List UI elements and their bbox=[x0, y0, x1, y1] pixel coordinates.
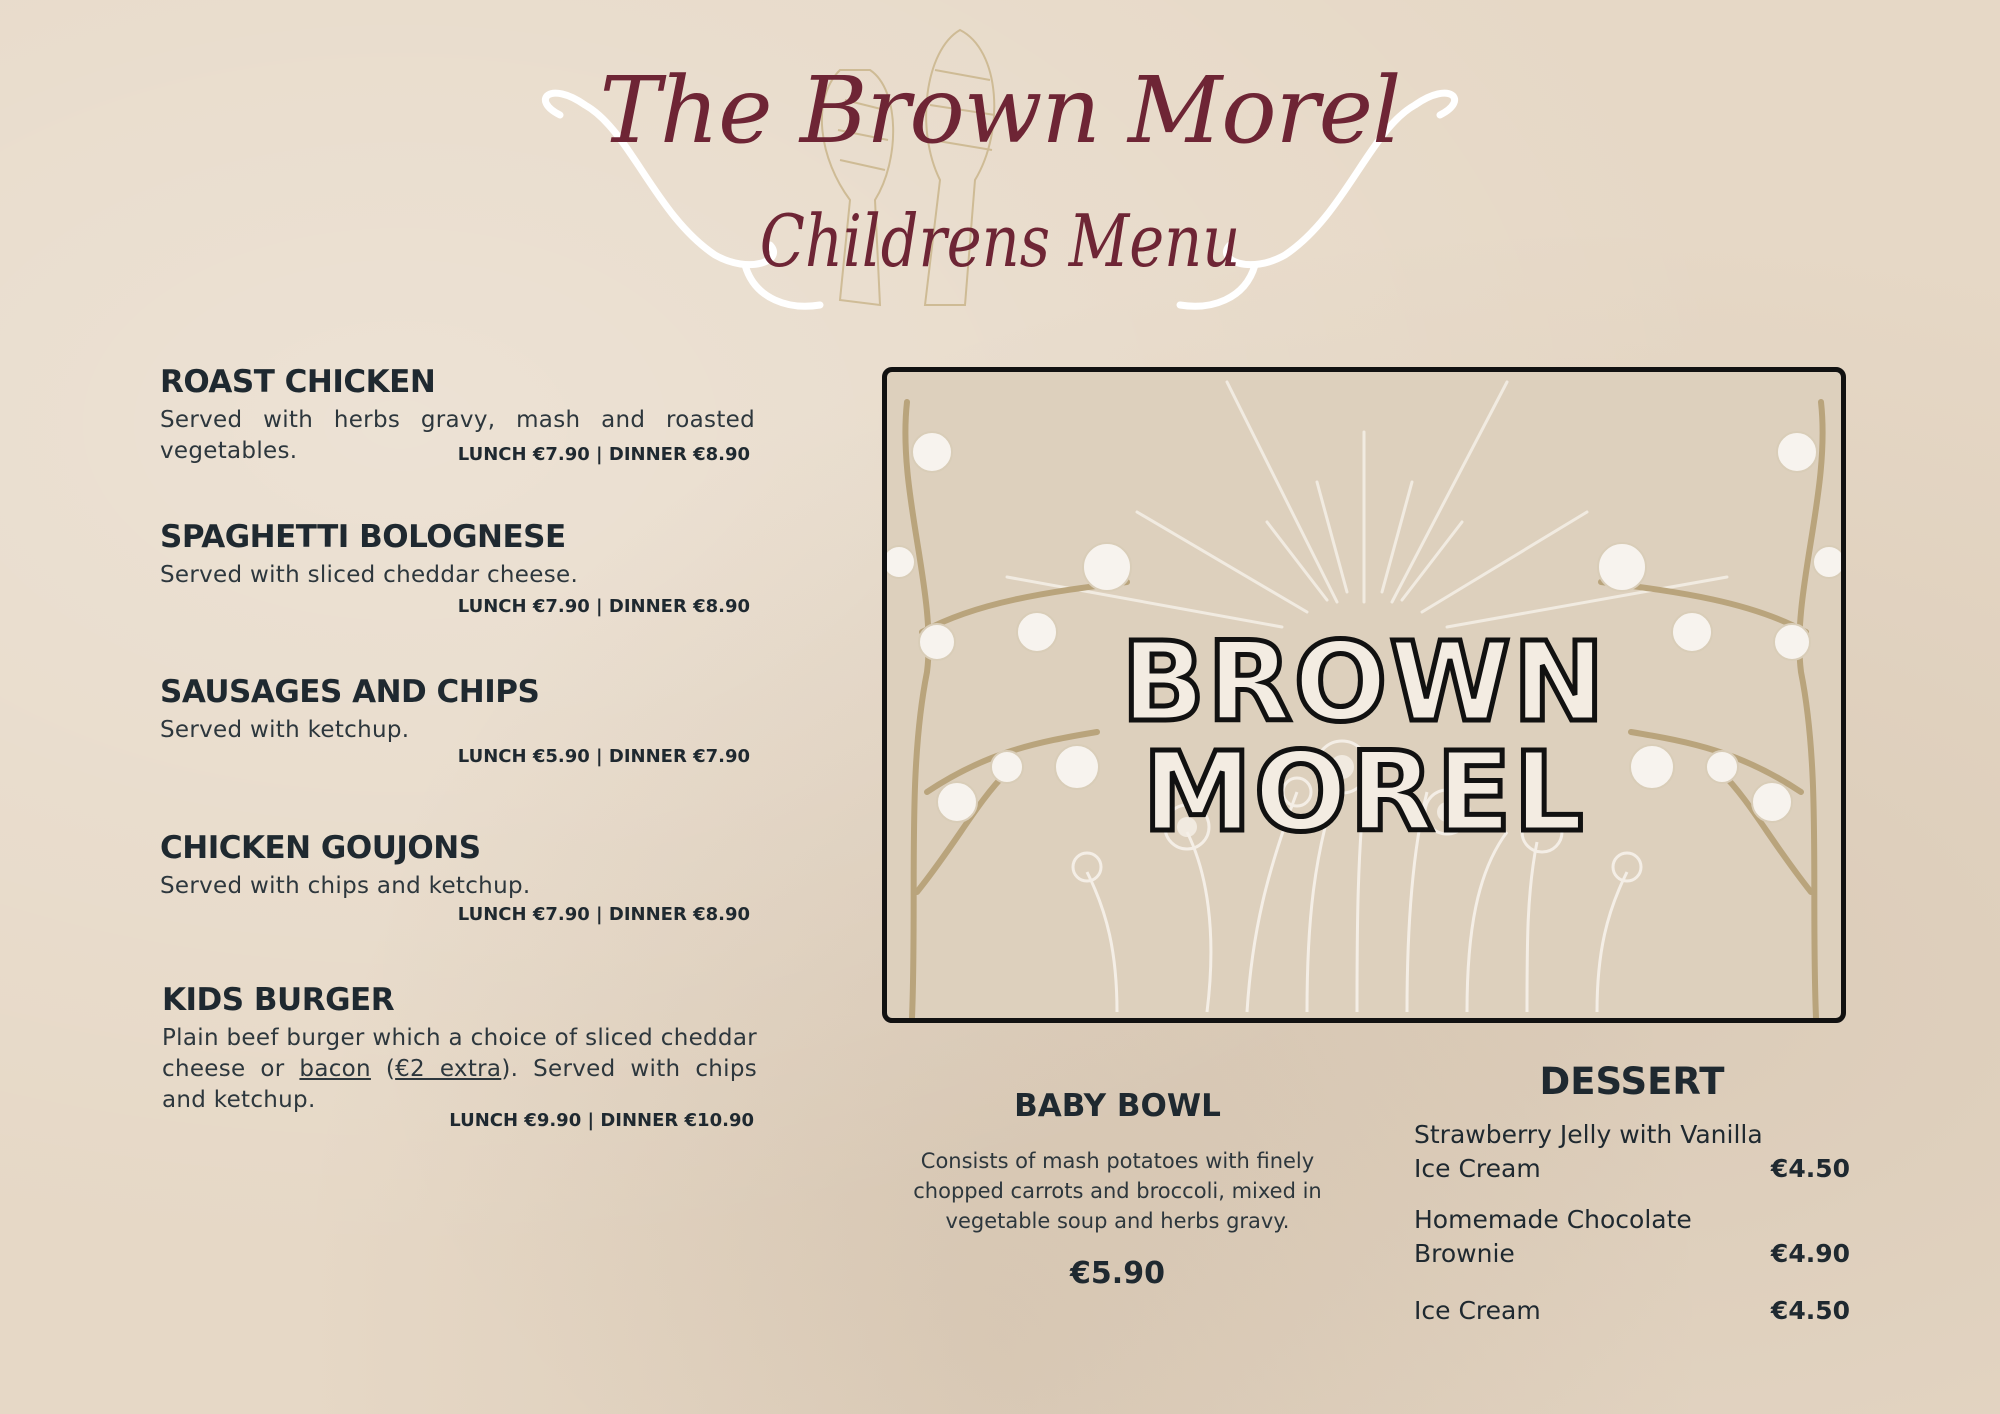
description-text: ( bbox=[370, 1056, 396, 1083]
dessert-title: DESSERT bbox=[1539, 1060, 1725, 1103]
baby-bowl-section bbox=[900, 1088, 1335, 1291]
item-price: LUNCH €9.90 | DINNER €10.90 bbox=[449, 1110, 754, 1131]
item-description: Served with sliced cheddar cheese. bbox=[160, 562, 579, 589]
menu-item-sausages-and-chips bbox=[160, 674, 755, 774]
baby-bowl-price: €5.90 bbox=[1070, 1256, 1165, 1291]
baby-bowl-title: BABY BOWL bbox=[1014, 1088, 1221, 1124]
dessert-name: Homemade Chocolate Brownie bbox=[1414, 1205, 1692, 1268]
menu-item-kids-burger bbox=[162, 982, 757, 1132]
item-price: LUNCH €7.90 | DINNER €8.90 bbox=[457, 444, 750, 465]
item-price: LUNCH €7.90 | DINNER €8.90 bbox=[457, 904, 750, 925]
dessert-price: €4.50 bbox=[1770, 1154, 1850, 1183]
brown-morel-banner bbox=[882, 367, 1846, 1023]
extra-charge-text: €2 extra bbox=[395, 1056, 502, 1083]
dessert-item bbox=[1414, 1203, 1850, 1271]
item-name: SAUSAGES AND CHIPS bbox=[160, 674, 540, 710]
dessert-price: €4.90 bbox=[1770, 1239, 1850, 1268]
item-price: LUNCH €5.90 | DINNER €7.90 bbox=[457, 746, 750, 767]
dessert-item bbox=[1414, 1118, 1850, 1186]
item-description: Served with herbs gravy, mash and roasted vegetables. bbox=[160, 407, 755, 465]
dessert-name: Ice Cream bbox=[1414, 1296, 1541, 1325]
menu-subtitle: Childrens Menu bbox=[759, 199, 1241, 283]
menu-item-spaghetti-bolognese bbox=[160, 519, 755, 619]
menu-item-roast-chicken bbox=[160, 364, 755, 474]
item-description: Served with ketchup. bbox=[160, 717, 410, 744]
menu-header bbox=[540, 10, 1460, 320]
item-name: SPAGHETTI BOLOGNESE bbox=[160, 519, 566, 555]
dessert-name: Strawberry Jelly with Vanilla Ice Cream bbox=[1414, 1120, 1763, 1183]
baby-bowl-description: Consists of mash potatoes with finely chopped carrots and broccoli, mixed in vegetable soup and herbs gravy. bbox=[913, 1149, 1322, 1233]
description-text: Plain beef burger which a choice of sliced cheddar cheese or bbox=[162, 1025, 757, 1083]
restaurant-title: The Brown Morel bbox=[599, 57, 1401, 164]
bacon-text: bacon bbox=[299, 1056, 371, 1083]
dessert-item bbox=[1414, 1294, 1850, 1328]
item-name: KIDS BURGER bbox=[162, 982, 395, 1018]
item-name: ROAST CHICKEN bbox=[160, 364, 436, 400]
item-description bbox=[162, 1023, 757, 1116]
banner-title: BROWN MOREL bbox=[1121, 618, 1607, 856]
item-name: CHICKEN GOUJONS bbox=[160, 830, 481, 866]
dessert-section bbox=[1414, 1060, 1850, 1340]
item-description: Served with chips and ketchup. bbox=[160, 873, 531, 900]
description-text: ). Served with chips and ketchup. bbox=[162, 1056, 758, 1114]
dessert-price: €4.50 bbox=[1770, 1296, 1850, 1325]
item-price: LUNCH €7.90 | DINNER €8.90 bbox=[457, 596, 750, 617]
menu-item-chicken-goujons bbox=[160, 830, 755, 930]
